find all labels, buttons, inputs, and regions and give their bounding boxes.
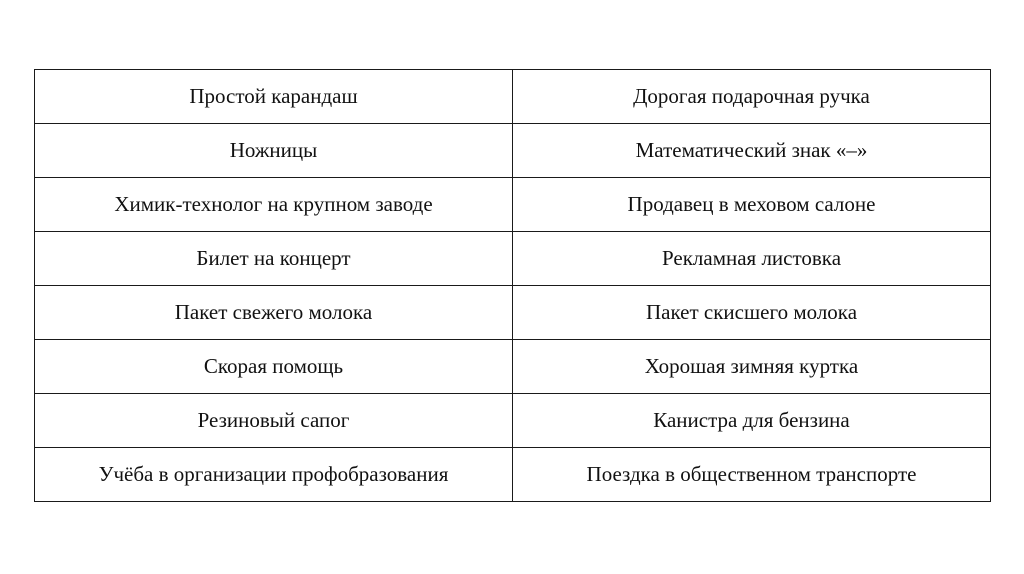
table-row bbox=[35, 448, 991, 502]
table-cell-left: Билет на концерт bbox=[35, 232, 513, 286]
table-row bbox=[35, 178, 991, 232]
table-body bbox=[35, 70, 991, 502]
table-row bbox=[35, 124, 991, 178]
table-cell-right: Поездка в общественном транспорте bbox=[513, 448, 991, 502]
table-cell-left: Ножницы bbox=[35, 124, 513, 178]
table-cell-right: Хорошая зимняя куртка bbox=[513, 340, 991, 394]
table-cell-left: Учёба в организации профобразования bbox=[35, 448, 513, 502]
table-cell-right: Рекламная листовка bbox=[513, 232, 991, 286]
comparison-table bbox=[34, 69, 991, 502]
table-cell-left: Химик-технолог на крупном заводе bbox=[35, 178, 513, 232]
table-cell-left: Пакет свежего молока bbox=[35, 286, 513, 340]
table-cell-right: Канистра для бензина bbox=[513, 394, 991, 448]
table-row bbox=[35, 286, 991, 340]
table-row bbox=[35, 340, 991, 394]
table-row bbox=[35, 232, 991, 286]
table-cell-left: Резиновый сапог bbox=[35, 394, 513, 448]
table-row bbox=[35, 70, 991, 124]
table-cell-right: Дорогая подарочная ручка bbox=[513, 70, 991, 124]
table-cell-right: Продавец в меховом салоне bbox=[513, 178, 991, 232]
table-cell-right: Математический знак «–» bbox=[513, 124, 991, 178]
table-cell-right: Пакет скисшего молока bbox=[513, 286, 991, 340]
table-cell-left: Скорая помощь bbox=[35, 340, 513, 394]
table-row bbox=[35, 394, 991, 448]
table-cell-left: Простой карандаш bbox=[35, 70, 513, 124]
